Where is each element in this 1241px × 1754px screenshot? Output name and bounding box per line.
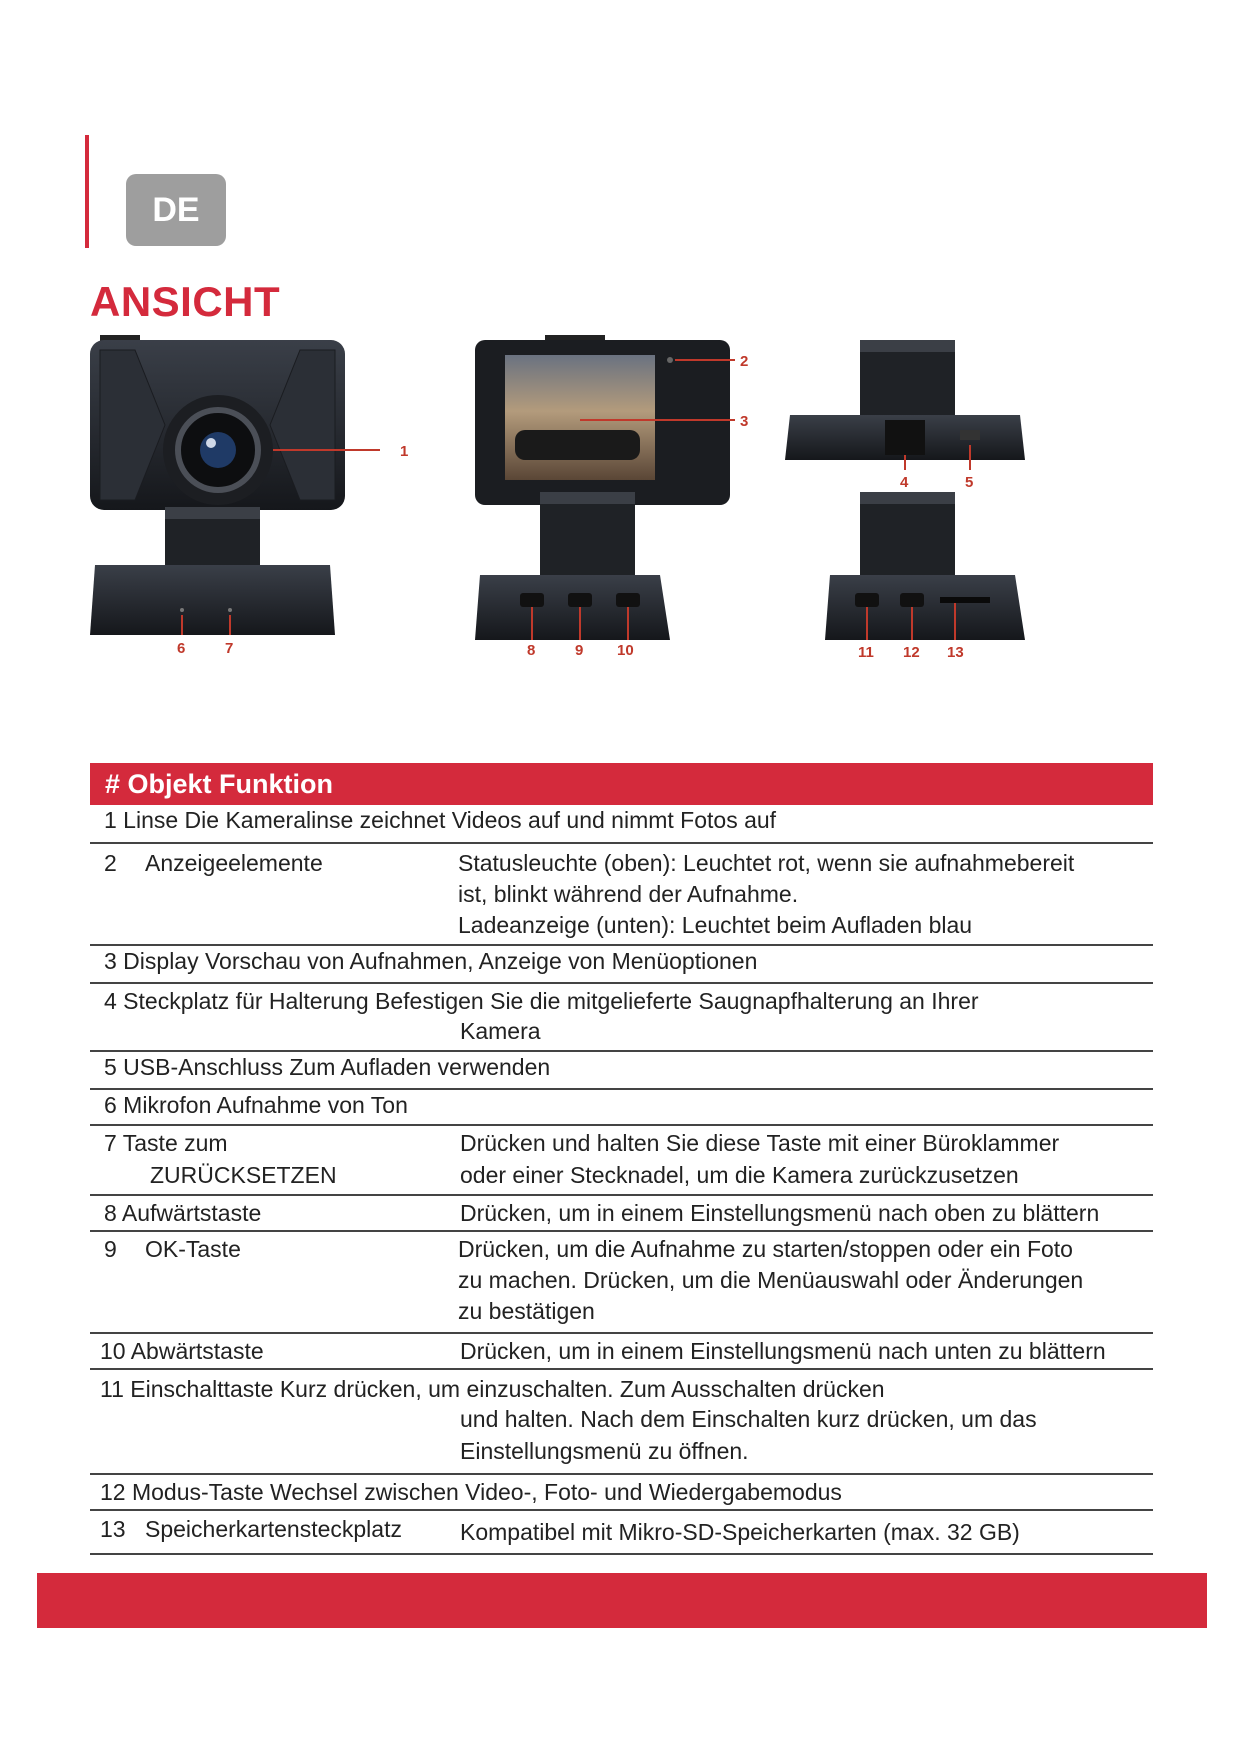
row-13-num: 13 [100, 1516, 126, 1542]
row-13-fun: Kompatibel mit Mikro-SD-Speicherkarten (max. 32 GB) [460, 1519, 1020, 1545]
row-2-fun-line: Ladeanzeige (unten): Leuchtet beim Aufladen blau [458, 912, 973, 938]
function-table [90, 763, 1153, 1555]
table-row [90, 1126, 1153, 1196]
row-10-obj: 10 Abwärtstaste [100, 1338, 264, 1364]
table-row [90, 946, 1153, 984]
row-5-text: 5 USB-Anschluss Zum Aufladen verwenden [104, 1054, 551, 1080]
row-7-fun-line: oder einer Stecknadel, um die Kamera zurückzusetzen [460, 1162, 1019, 1188]
table-row [90, 844, 1153, 946]
row-2-num: 2 [104, 850, 117, 876]
row-1-text: 1 Linse Die Kameralinse zeichnet Videos auf und nimmt Fotos auf [104, 807, 777, 833]
row-11-line: 11 Einschalttaste Kurz drücken, um einzuschalten. Zum Ausschalten drücken [100, 1376, 885, 1402]
row-4-line: 4 Steckplatz für Halterung Befestigen Sie die mitgelieferte Saugnapfhalterung an Ihrer [104, 988, 979, 1014]
table-row [90, 1196, 1153, 1232]
row-9-fun-line: zu bestätigen [458, 1298, 595, 1324]
row-11-line: und halten. Nach dem Einschalten kurz drücken, um das [460, 1406, 1037, 1432]
table-row [90, 1475, 1153, 1511]
table-row [90, 1334, 1153, 1370]
row-11-line: Einstellungsmenü zu öffnen. [460, 1438, 749, 1464]
table-header: # Objekt Funktion [90, 763, 1153, 805]
callout-7: 7 [225, 640, 234, 657]
row-4-line: Kamera [460, 1018, 541, 1044]
callout-11: 11 [858, 644, 874, 661]
back-view [475, 335, 735, 505]
callout-10: 10 [617, 642, 634, 659]
row-7-fun-line: Drücken und halten Sie diese Taste mit einer Büroklammer [460, 1130, 1060, 1156]
callout-13: 13 [947, 644, 964, 661]
side-view-usb [785, 340, 1025, 470]
callout-12: 12 [903, 644, 920, 661]
footer-bar [37, 1573, 1207, 1628]
camera-views-figure [90, 335, 1150, 755]
row-9-fun-line: zu machen. Drücken, um die Menüauswahl oder Änderungen [458, 1267, 1084, 1293]
language-badge: DE [126, 174, 226, 246]
callout-5: 5 [965, 474, 974, 491]
row-10-fun: Drücken, um in einem Einstellungsmenü nach unten zu blättern [460, 1338, 1106, 1364]
table-row [90, 805, 1153, 844]
section-title: ANSICHT [90, 278, 281, 325]
callout-3: 3 [740, 413, 749, 430]
row-2-obj: Anzeigeelemente [145, 850, 323, 876]
row-6-text: 6 Mikrofon Aufnahme von Ton [104, 1092, 408, 1118]
row-3-text: 3 Display Vorschau von Aufnahmen, Anzeige von Menüoptionen [104, 948, 758, 974]
top-view-mic-reset [90, 507, 335, 635]
row-12-text: 12 Modus-Taste Wechsel zwischen Video-, Foto- und Wiedergabemodus [100, 1479, 842, 1505]
row-9-fun-line: Drücken, um die Aufnahme zu starten/stoppen oder ein Foto [458, 1236, 1073, 1262]
row-7-obj-line: ZURÜCKSETZEN [150, 1162, 337, 1188]
table-row [90, 1232, 1153, 1334]
row-2-fun-line: Statusleuchte (oben): Leuchtet rot, wenn sie aufnahmebereit [458, 850, 1075, 876]
callout-6: 6 [177, 640, 186, 657]
row-7-obj-line: 7 Taste zum [104, 1130, 228, 1156]
accent-bar [85, 135, 89, 248]
row-9-num: 9 [104, 1236, 117, 1262]
row-2-fun-line: ist, blinkt während der Aufnahme. [458, 881, 799, 907]
table-row [90, 984, 1153, 1052]
side-view-buttons [475, 492, 670, 640]
table-row [90, 1511, 1153, 1555]
table-row [90, 1090, 1153, 1126]
table-row [90, 1052, 1153, 1090]
front-view [90, 335, 380, 510]
callout-9: 9 [575, 642, 584, 659]
row-13-obj: Speicherkartensteckplatz [145, 1516, 402, 1542]
side-view-power-sd [825, 492, 1025, 640]
callout-2: 2 [740, 353, 749, 370]
row-8-fun: Drücken, um in einem Einstellungsmenü nach oben zu blättern [460, 1200, 1100, 1226]
table-row [90, 1370, 1153, 1475]
callout-1: 1 [400, 443, 409, 460]
callout-8: 8 [527, 642, 536, 659]
row-8-obj: 8 Aufwärtstaste [104, 1200, 262, 1226]
row-9-obj: OK-Taste [145, 1236, 241, 1262]
callout-4: 4 [900, 474, 909, 491]
